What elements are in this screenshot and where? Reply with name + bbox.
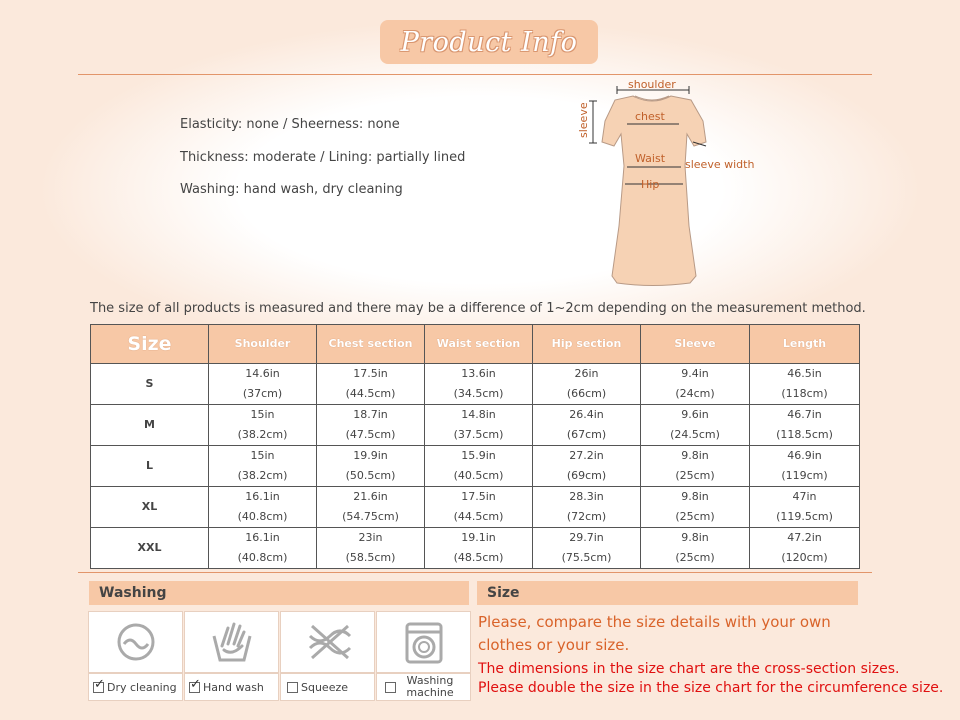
size-cell	[317, 487, 425, 528]
value-inches: 47.2in	[787, 531, 822, 544]
value-inches: 26.4in	[569, 408, 604, 421]
value-cm: (50.5cm)	[345, 469, 396, 482]
value-cm: (72cm)	[566, 510, 607, 523]
value-inches: 28.3in	[569, 490, 604, 503]
header-size: Size	[91, 325, 209, 364]
washing-machine-cell	[376, 611, 471, 673]
value-inches: 16.1in	[245, 531, 280, 544]
size-label: M	[91, 405, 209, 446]
hand-wash-checkbox[interactable]	[189, 676, 201, 693]
value-cm: (118.5cm)	[776, 428, 833, 441]
cross-section-text: The dimensions in the size chart are the cross-section sizes.	[478, 661, 900, 677]
value-inches: 9.8in	[681, 531, 709, 544]
dress-measurement-diagram	[575, 76, 775, 291]
measurement-note: The size of all products is measured and there may be a difference of 1~2cm depending on the measurement method.	[90, 301, 866, 316]
size-cell	[533, 405, 641, 446]
no-wring-cell	[280, 611, 375, 673]
washing-machine-label: Washing machine	[406, 674, 454, 699]
value-cm: (75.5cm)	[561, 551, 612, 564]
dry-clean-icon	[116, 622, 156, 662]
value-cm: (44.5cm)	[453, 510, 504, 523]
size-cell	[533, 528, 641, 569]
size-cell	[641, 446, 750, 487]
header-shoulder: Shoulder	[209, 325, 317, 364]
value-inches: 29.7in	[569, 531, 604, 544]
value-cm: (37cm)	[242, 387, 283, 400]
value-cm: (69cm)	[566, 469, 607, 482]
value-cm: (66cm)	[566, 387, 607, 400]
value-inches: 15.9in	[461, 449, 496, 462]
dry-cleaning-checkbox[interactable]	[93, 676, 105, 693]
washing-text: Washing: hand wash, dry cleaning	[180, 182, 403, 197]
hand-wash-icon	[212, 622, 252, 664]
size-cell	[425, 364, 533, 405]
size-cell	[425, 446, 533, 487]
size-cell	[425, 487, 533, 528]
value-cm: (48.5cm)	[453, 551, 504, 564]
value-inches: 17.5in	[353, 367, 388, 380]
dry-cleaning-option[interactable]	[88, 673, 183, 701]
value-cm: (25cm)	[675, 469, 715, 482]
hand-wash-cell	[184, 611, 279, 673]
header-hip: Hip section	[533, 325, 641, 364]
size-cell	[750, 405, 860, 446]
value-cm: (44.5cm)	[345, 387, 396, 400]
dry-clean-cell	[88, 611, 183, 673]
table-row	[91, 446, 860, 487]
value-cm: (40.8cm)	[237, 510, 288, 523]
washing-machine-icon	[404, 622, 444, 664]
value-inches: 26in	[574, 367, 599, 380]
value-cm: (24cm)	[675, 387, 715, 400]
value-cm: (58.5cm)	[345, 551, 396, 564]
header-length: Length	[750, 325, 860, 364]
size-cell	[209, 487, 317, 528]
table-row	[91, 405, 860, 446]
size-cell	[209, 446, 317, 487]
label-waist: Waist	[635, 152, 666, 165]
size-cell	[641, 405, 750, 446]
value-inches: 46.7in	[787, 408, 822, 421]
value-inches: 9.6in	[681, 408, 709, 421]
title-banner	[380, 20, 598, 64]
bottom-divider	[78, 572, 872, 573]
size-cell	[750, 487, 860, 528]
no-wring-icon	[308, 622, 352, 662]
washing-options	[88, 673, 470, 701]
label-sleeve: sleeve	[577, 102, 590, 138]
size-cell	[209, 528, 317, 569]
header-waist: Waist section	[425, 325, 533, 364]
value-inches: 47in	[792, 490, 817, 503]
page-title: Product Info	[400, 26, 578, 58]
table-row	[91, 487, 860, 528]
size-cell	[750, 446, 860, 487]
squeeze-label: Squeeze	[301, 680, 349, 694]
value-inches: 17.5in	[461, 490, 496, 503]
value-inches: 15in	[250, 449, 275, 462]
value-inches: 9.8in	[681, 449, 709, 462]
value-cm: (34.5cm)	[453, 387, 504, 400]
hand-wash-option[interactable]	[184, 673, 279, 701]
value-inches: 13.6in	[461, 367, 496, 380]
value-cm: (119.5cm)	[776, 510, 833, 523]
value-inches: 18.7in	[353, 408, 388, 421]
header-sleeve: Sleeve	[641, 325, 750, 364]
value-inches: 9.8in	[681, 490, 709, 503]
top-divider	[78, 74, 872, 75]
check-icon: ✓	[190, 676, 201, 692]
washing-machine-option[interactable]	[376, 673, 471, 701]
value-cm: (40.5cm)	[453, 469, 504, 482]
squeeze-option[interactable]	[280, 673, 375, 701]
size-cell	[533, 364, 641, 405]
label-chest: chest	[635, 110, 665, 123]
size-cell	[533, 487, 641, 528]
size-label: S	[91, 364, 209, 405]
size-cell	[641, 528, 750, 569]
elasticity-text: Elasticity: none / Sheerness: none	[180, 117, 400, 132]
washing-machine-checkbox[interactable]	[385, 682, 396, 693]
value-cm: (38.2cm)	[237, 469, 288, 482]
size-cell	[317, 405, 425, 446]
size-cell	[317, 528, 425, 569]
value-cm: (54.75cm)	[342, 510, 399, 523]
dry-cleaning-label: Dry cleaning	[107, 680, 177, 694]
size-cell	[209, 405, 317, 446]
label-hip: Hip	[641, 178, 660, 191]
size-compare-note: Please, compare the size details with your own clothes or your size.	[478, 613, 831, 654]
size-chart-header-row	[91, 325, 860, 364]
label-sleeve-width: sleeve width	[685, 158, 755, 171]
value-cm: (40.8cm)	[237, 551, 288, 564]
hand-wash-label: Hand wash	[203, 680, 264, 694]
value-cm: (119cm)	[781, 469, 828, 482]
circumference-text: Please double the size in the size chart for the circumference size.	[478, 680, 944, 696]
value-cm: (118cm)	[781, 387, 828, 400]
table-row	[91, 364, 860, 405]
value-cm: (25cm)	[675, 551, 715, 564]
size-label: XXL	[91, 528, 209, 569]
size-heading: Size	[477, 581, 858, 605]
table-row	[91, 528, 860, 569]
size-cell	[425, 405, 533, 446]
size-cell	[750, 364, 860, 405]
size-cell	[641, 487, 750, 528]
value-inches: 46.5in	[787, 367, 822, 380]
washing-icons	[88, 611, 470, 673]
size-cell	[209, 364, 317, 405]
value-cm: (47.5cm)	[345, 428, 396, 441]
value-cm: (25cm)	[675, 510, 715, 523]
check-icon: ✓	[94, 676, 105, 692]
size-cell	[750, 528, 860, 569]
size-label: L	[91, 446, 209, 487]
label-shoulder: shoulder	[628, 78, 676, 91]
value-cm: (120cm)	[781, 551, 828, 564]
size-cell	[425, 528, 533, 569]
value-inches: 21.6in	[353, 490, 388, 503]
washing-heading: Washing	[89, 581, 469, 605]
value-inches: 9.4in	[681, 367, 709, 380]
value-inches: 19.9in	[353, 449, 388, 462]
value-cm: (67cm)	[566, 428, 607, 441]
header-chest: Chest section	[317, 325, 425, 364]
value-inches: 46.9in	[787, 449, 822, 462]
value-inches: 14.6in	[245, 367, 280, 380]
value-inches: 23in	[358, 531, 383, 544]
value-cm: (37.5cm)	[453, 428, 504, 441]
value-cm: (24.5cm)	[670, 428, 720, 441]
value-inches: 19.1in	[461, 531, 496, 544]
value-cm: (38.2cm)	[237, 428, 288, 441]
size-cell	[317, 446, 425, 487]
size-chart-table	[90, 324, 860, 569]
value-inches: 15in	[250, 408, 275, 421]
value-inches: 14.8in	[461, 408, 496, 421]
squeeze-checkbox[interactable]	[287, 682, 298, 693]
size-label: XL	[91, 487, 209, 528]
value-inches: 16.1in	[245, 490, 280, 503]
thickness-text: Thickness: moderate / Lining: partially lined	[180, 150, 466, 165]
size-cross-section-note	[478, 660, 958, 698]
size-cell	[317, 364, 425, 405]
size-cell	[533, 446, 641, 487]
value-inches: 27.2in	[569, 449, 604, 462]
size-cell	[641, 364, 750, 405]
